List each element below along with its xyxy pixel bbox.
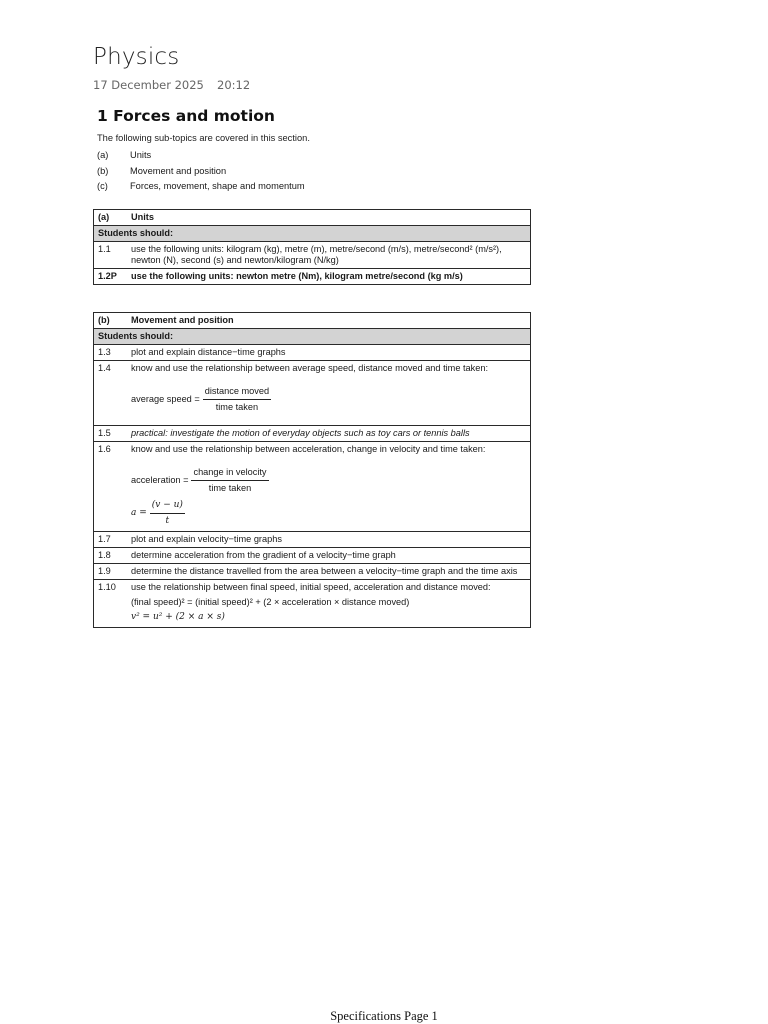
subtopic-list: [97, 150, 305, 197]
formula-denominator: time taken: [208, 483, 252, 493]
page-date: 17 December 2025: [93, 78, 204, 92]
formula-numerator: distance moved: [203, 386, 271, 400]
students-should-row: [94, 226, 531, 242]
symbol-lhs: a =: [131, 508, 147, 518]
row-text: plot and explain velocity−time graphs: [127, 532, 531, 548]
table-row: [94, 532, 531, 548]
subtopic-letter: (c): [97, 181, 108, 192]
page-title: Physics: [93, 44, 180, 70]
row-text: practical: investigate the motion of everyday objects such as toy cars or tennis balls: [127, 426, 531, 442]
speed-formula: [131, 386, 526, 413]
subtopic-label: Forces, movement, shape and momentum: [130, 181, 305, 192]
table-row: [94, 580, 531, 628]
table-row: [94, 426, 531, 442]
table-header-row: [94, 210, 531, 226]
table-title: Movement and position: [127, 313, 531, 329]
table-title: Units: [127, 210, 531, 226]
row-number: 1.8: [94, 548, 128, 564]
table-row: [94, 345, 531, 361]
row-text: use the following units: kilogram (kg), metre (m), metre/second (m/s), metre/second² (m/s²), newton (N), second (s) and newton/kilogram (N/kg): [127, 242, 531, 269]
row-text: determine the distance travelled from the area between a velocity−time graph and the time axis: [127, 564, 531, 580]
row-cell: [127, 361, 531, 426]
row-text: use the following units: newton metre (Nm), kilogram metre/second (kg m/s): [127, 269, 531, 285]
row-number: 1.10: [94, 580, 128, 628]
table-letter: (a): [94, 210, 128, 226]
symbol-fraction: [150, 500, 185, 527]
row-text: know and use the relationship between average speed, distance moved and time taken:: [131, 363, 489, 373]
symbol-denominator: t: [165, 516, 170, 526]
table-row: [94, 242, 531, 269]
row-text: determine acceleration from the gradient of a velocity−time graph: [127, 548, 531, 564]
table-row: [94, 442, 531, 532]
subtopic-item: [97, 166, 305, 182]
page-time: 20:12: [217, 78, 251, 92]
row-text: use the relationship between final speed, initial speed, acceleration and distance moved:: [131, 582, 491, 592]
row-number: 1.1: [94, 242, 128, 269]
table-row: [94, 361, 531, 426]
section-heading: 1 Forces and motion: [97, 107, 275, 125]
students-should-row: [94, 329, 531, 345]
table-header-row: [94, 313, 531, 329]
table-row: [94, 564, 531, 580]
row-text: plot and explain distance−time graphs: [127, 345, 531, 361]
students-should-label: Students should:: [94, 226, 531, 242]
table-letter: (b): [94, 313, 128, 329]
table-row: [94, 269, 531, 285]
section-intro: The following sub-topics are covered in this section.: [97, 133, 310, 143]
subtopic-label: Movement and position: [130, 165, 227, 176]
formula-denominator: time taken: [215, 402, 259, 412]
row-number: 1.9: [94, 564, 128, 580]
row-number: 1.4: [94, 361, 128, 426]
row-number: 1.7: [94, 532, 128, 548]
symbol-formula: [131, 500, 526, 527]
formula-fraction: [191, 467, 268, 494]
formula-fraction: [203, 386, 271, 413]
formula-lhs: acceleration =: [131, 475, 189, 485]
symbol-numerator: (v − u): [150, 500, 185, 514]
subtopic-item: [97, 150, 305, 166]
row-number: 1.3: [94, 345, 128, 361]
acceleration-formula: [131, 467, 526, 494]
units-table: [93, 209, 531, 285]
students-should-label: Students should:: [94, 329, 531, 345]
formula-numerator: change in velocity: [191, 467, 268, 481]
subtopic-item: [97, 181, 305, 197]
subtopic-letter: (b): [97, 165, 109, 176]
formula-lhs: average speed =: [131, 394, 200, 404]
row-text: know and use the relationship between acceleration, change in velocity and time taken:: [131, 444, 486, 454]
row-cell: [127, 580, 531, 628]
row-number: 1.5: [94, 426, 128, 442]
row-number: 1.6: [94, 442, 128, 532]
subtopic-letter: (a): [97, 150, 109, 160]
equation-words: (final speed)² = (initial speed)² + (2 × acceleration × distance moved): [131, 597, 410, 607]
equation-symbols: v² = u² + (2 × a × s): [131, 612, 225, 622]
subtopic-label: Units: [130, 150, 152, 160]
row-number: 1.2P: [94, 269, 128, 285]
row-cell: [127, 442, 531, 532]
page-footer: Specifications Page 1: [330, 1009, 438, 1023]
movement-table: [93, 312, 531, 628]
table-row: [94, 548, 531, 564]
